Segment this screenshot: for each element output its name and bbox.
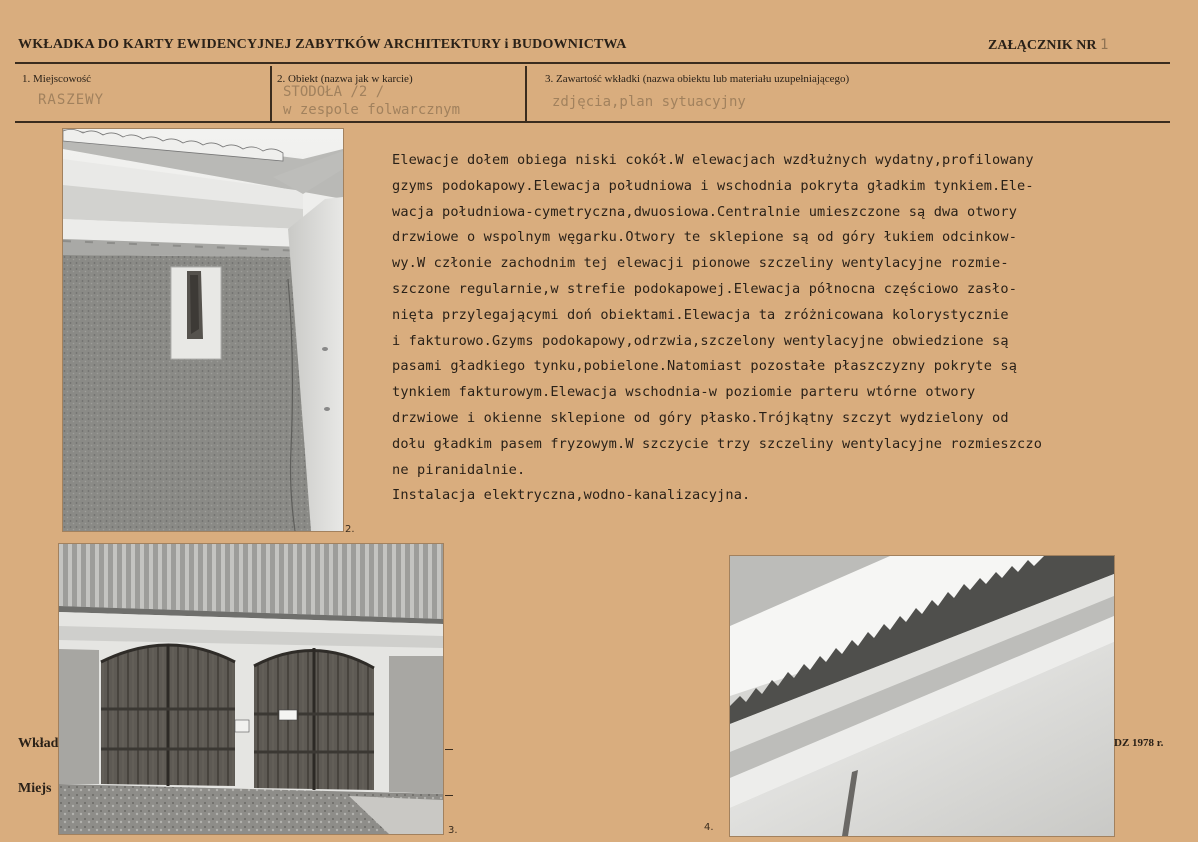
locality-label: 1. Miejscowość — [22, 73, 92, 85]
footer-left-line-2: Miejs — [18, 781, 52, 796]
photo4-number: 4. — [704, 822, 714, 833]
description-line: drzwiowe o wspolnym węgarku.Otwory te sklepione są od góry łukiem odcinkow- — [392, 229, 1018, 246]
locality-value: RASZEWY — [38, 92, 105, 108]
description-line: wacja południowa-cymetryczna,dwuosiowa.Centralnie umieszczone są dwa otwory — [392, 203, 1018, 220]
contents-label: 3. Zawartość wkładki (nazwa obiektu lub materiału uzupełniającego) — [545, 73, 850, 85]
photo3-number: 3. — [448, 825, 458, 836]
footer-right: DZ 1978 r. — [1114, 737, 1164, 749]
description-line: Elewacje dołem obiega niski cokół.W elewacjach wzdłużnych wydatny,profilowany — [392, 152, 1034, 168]
footer-underline-1 — [445, 749, 453, 750]
description-line: dołu gładkim pasem fryzowym.W szczycie trzy szczeliny wentylacyjne rozmieszczo — [392, 435, 1043, 452]
form-title: WKŁADKA DO KARTY EWIDENCYJNEJ ZABYTKÓW ARCHITEKTURY i BUDOWNICTWA — [18, 37, 627, 52]
description-text — [392, 148, 1182, 509]
annex-number: 1 — [1100, 37, 1109, 53]
description-line: wy.W członie zachodnim tej elewacji pionowe szczeliny wentylacyjne rozmie- — [392, 255, 1009, 272]
description-line: Instalacja elektryczna,wodno-kanalizacyjna. — [392, 487, 751, 504]
contents-value: zdjęcia,plan sytuacyjny — [552, 94, 746, 110]
footer-left-line-1: Wkład — [18, 736, 59, 751]
description-line: gzyms podokapowy.Elewacja południowa i wschodnia pokryta gładkim tynkiem.Ele- — [392, 177, 1034, 194]
field-divider-2 — [525, 66, 527, 121]
header-rule-top — [15, 62, 1170, 64]
description-line: drzwiowe i okienne sklepione od góry płasko.Trójkątny szczyt wydzielony od — [392, 409, 1009, 426]
object-value-line-1: STODOŁA /2 / — [283, 84, 385, 100]
description-line: szczone regularnie,w strefie podokapowej.Elewacja północna częściowo zasło- — [392, 280, 1018, 297]
object-label: 2. Obiekt (nazwa jak w karcie) — [277, 73, 413, 85]
object-value-line-2: w zespole folwarcznym — [283, 102, 461, 118]
description-line: nięta przylegającymi doń obiektami.Elewacja ta zróżnicowana kolorystycznie — [392, 306, 1009, 323]
photo-wall-ventilation-slit — [63, 129, 343, 531]
photo-cornice-detail-image — [730, 556, 1114, 836]
footer-underline-2 — [445, 795, 453, 796]
description-line: tynkiem fakturowym.Elewacja wschodnia-w poziomie parteru wtórne otwory — [392, 384, 976, 401]
photo-wall-ventilation-slit-image — [63, 129, 343, 531]
header-rule-bottom — [15, 121, 1170, 123]
field-divider-1 — [270, 66, 272, 121]
description-line: i fakturowo.Gzyms podokapowy,odrzwia,szczelony wentylacyjne obwiedzione są — [392, 332, 1009, 349]
description-line: ne piranidalnie. — [392, 461, 526, 478]
annex-label — [988, 37, 1108, 54]
photo-cornice-detail — [730, 556, 1114, 836]
photo2-number: 2. — [345, 524, 355, 535]
photo-barn-doors — [59, 544, 443, 834]
annex-label-text: ZAŁĄCZNIK NR — [988, 38, 1097, 53]
photo-barn-doors-image — [59, 544, 443, 834]
description-line: pasami gładkiego tynku,pobielone.Natomiast pozostałe płaszczyzny pokryte są — [392, 358, 1018, 375]
